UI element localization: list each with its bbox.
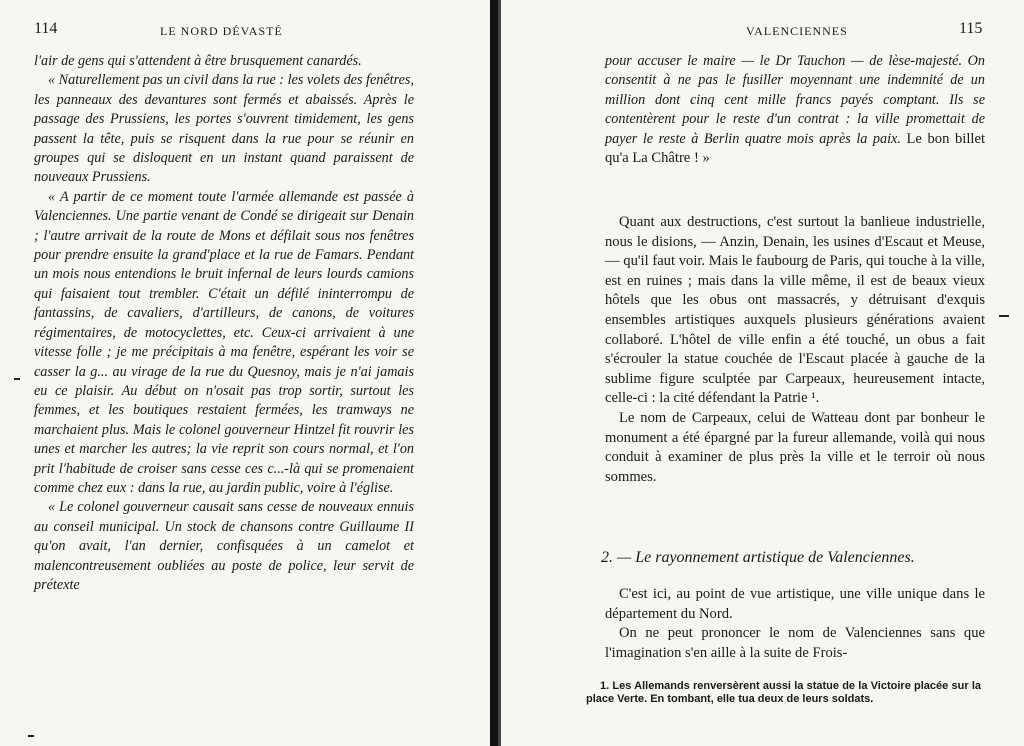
left-paragraph-1: l'air de gens qui s'attendent à être brusquement canardés.	[34, 53, 362, 69]
left-paragraph-4: « Le colonel gouverneur causait sans cesse de nouveaux ennuis au conseil municipal. Un stock de chansons contre Guillaume II qu'on avait, l'an dernier, confisquées à un camelot et malencontreusement oubliées au poste de police, leur servit de prétexte	[34, 499, 414, 593]
right-page-body-main	[605, 213, 985, 487]
left-paragraph-2: « Naturellement pas un civil dans la rue : les volets des fenêtres, les panneaux des devantures sont fermés et abaissés. Après le passage des Prussiens, les portes s'ouvrent timidement, les gens passent la tête, puis se risquent dans la rue pour se réunir en groupes qui se disloquent en un instant quand paraissent de nouveaux Prussiens.	[34, 72, 414, 186]
right-paragraph-2: Le nom de Carpeaux, celui de Watteau dont par bonheur le monument a été épargné par la fureur allemande, voilà qui nous conduit à examiner de plus près la ville et le terroir où nous sommes.	[605, 409, 985, 485]
margin-mark	[14, 378, 20, 380]
margin-mark	[999, 315, 1009, 317]
footnote: 1. Les Allemands renversèrent aussi la statue de la Victoire placée sur la place Verte. En tombant, elle tua deux de leurs soldats.	[586, 680, 981, 705]
left-page-body	[34, 52, 414, 595]
right-paragraph-4: On ne peut prononcer le nom de Valenciennes sans que l'imagination s'en aille à la suite de Frois-	[605, 625, 985, 661]
margin-mark	[28, 735, 34, 737]
book-gutter	[490, 0, 498, 746]
running-head-right: VALENCIENNES	[746, 24, 848, 38]
right-italic-text: pour accuser le maire — le Dr Tauchon — de lèse-majesté. On consentit à ne pas le fusiller moyennant une indemnité de un million dont cinq cent mille francs payés comptant. Ils se contentèrent pour le reste d'un contrat : la ville promettait de payer le reste à Berlin quatre mois après la paix.	[605, 53, 985, 147]
running-head-left: LE NORD DÉVASTÉ	[160, 24, 283, 38]
left-page	[0, 0, 490, 746]
right-paragraph-italic	[605, 52, 985, 169]
right-page-body-bottom	[605, 585, 985, 663]
right-paragraph-1: Quant aux destructions, c'est surtout la banlieue industrielle, nous le disions, — Anzin, Denain, les usines d'Escaut et Meuse, — qu'il faut voir. Mais le faubourg de Paris, qui touche à la ville, est en ruines ; mais dans la ville même, il est de beaux vieux hôtels que les obus ont massacrés, y détruisant d'exquis ensembles artistiques auxquels plusieurs générations avaient collaboré. L'hôtel de ville enfin a été touché, un obus a fait s'écrouler la statue couchée de l'Escaut placée à gauche de la sublime figure sculptée par Carpeaux, heureusement intacte, celle-ci : la cité défendant la Patrie ¹.	[605, 214, 985, 407]
right-page	[501, 0, 1024, 746]
page-number-left: 114	[34, 20, 58, 37]
right-italic-tail: Le bon billet qu'a La Châtre ! »	[605, 130, 985, 167]
page-number-right: 115	[959, 20, 983, 37]
right-page-body-top	[605, 52, 985, 169]
section-heading: 2. — Le rayonnement artistique de Valenciennes.	[601, 549, 915, 566]
left-paragraph-3: « A partir de ce moment toute l'armée allemande est passée à Valenciennes. Une partie venant de Condé se dirigeait sur Denain ; l'autre arrivait de la route de Mons et défilait sous nos fenêtres pour prendre ensuite la grand'place et la rue de Famars. Pendant un mois nous entendions le bruit infernal de leurs lourds camions qui faisaient tout trembler. C'était un défilé ininterrompu de fantassins, de cavaliers, d'artilleurs, de canons, de voitures régimentaires, de motocyclettes, etc. Ceux-ci arrivaient à une vitesse folle ; je me précipitais à ma fenêtre, espérant les voir se casser la g... au virage de la rue du Quesnoy, mais je n'ai jamais eu ce plaisir. Au début on n'osait pas trop sortir, surtout les femmes, et les boutiques restaient fermées, les tramways ne marchaient plus. Mais le colonel gouverneur Hintzel fit rouvrir les unes et marcher les autres; la vie reprit son cours normal, et l'on prit l'habitude de croiser sans cesse ces c...-là qui se promenaient comme chez eux : dans la rue, au jardin public, voire à l'église.	[34, 188, 414, 496]
right-paragraph-3: C'est ici, au point de vue artistique, une ville unique dans le département du Nord.	[605, 586, 985, 622]
